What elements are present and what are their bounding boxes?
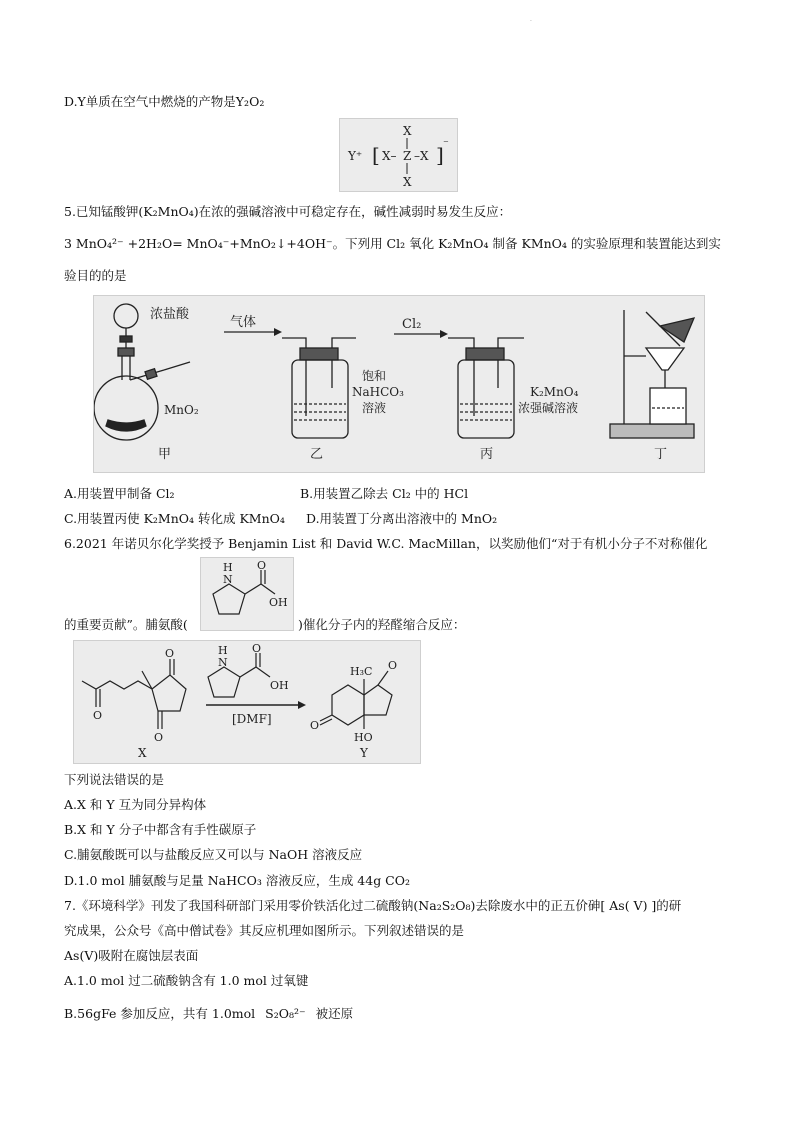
proline-o: O xyxy=(257,559,267,572)
label-y: Y xyxy=(360,746,368,760)
q5-option-a: A.用装置甲制备 Cl₂ xyxy=(64,486,175,501)
q4-structure-figure xyxy=(339,118,458,192)
q6-option-c: C.脯氨酸既可以与盐酸反应又可以与 NaOH 溶液反应 xyxy=(64,847,363,862)
q5-apparatus-figure xyxy=(93,295,705,473)
molecule-y xyxy=(320,671,392,729)
q5-stem-line2: 3 MnO₄²⁻ +2H₂O= MnO₄⁻+MnO₂↓+4OH⁻。下列用 Cl₂ 氧化 K₂MnO₄ 制备 KMnO₄ 的实验原理和装置能达到实 xyxy=(64,236,721,251)
arrow-cl2-head xyxy=(440,330,448,338)
arrow-gas-head xyxy=(274,328,282,336)
cat-o: O xyxy=(252,642,262,655)
q6-option-b: B.X 和 Y 分子中都含有手性碳原子 xyxy=(64,822,257,837)
q6-stem-line1: 6.2021 年诺贝尔化学奖授予 Benjamin List 和 David W.C. MacMillan，以奖励他们“对于有机小分子不对称催化 xyxy=(64,536,708,551)
page-mark: · xyxy=(530,18,532,25)
structure-cation: Y⁺ xyxy=(348,149,363,163)
cat-n: N xyxy=(218,656,228,669)
cat-oh: OH xyxy=(270,679,289,692)
structure-center: Z xyxy=(403,149,412,163)
q4-option-d: D.Y单质在空气中燃烧的产物是Y₂O₂ xyxy=(64,94,265,109)
q6-option-d: D.1.0 mol 脯氨酸与足量 NaHCO₃ 溶液反应，生成 44g CO₂ xyxy=(64,873,410,888)
q6-stem-line2a: 的重要贡献”。脯氨酸( xyxy=(64,617,188,632)
x-o-left: O xyxy=(93,709,103,722)
q7-option-b xyxy=(64,1006,353,1022)
q5-stem-line1: 5.已知锰酸钾(K₂MnO₄)在浓的强碱溶液中可稳定存在，碱性减弱时易发生反应： xyxy=(64,204,512,219)
q5-option-b: B.用装置乙除去 Cl₂ 中的 HCl xyxy=(300,486,469,501)
y-o-top: O xyxy=(388,659,398,672)
q7-option-b-ion: S₂O₈²⁻ xyxy=(265,1006,306,1021)
left-bracket: [ xyxy=(372,143,380,167)
apparatus-ding xyxy=(610,310,694,438)
q5-stem-line3: 验目的的是 xyxy=(64,268,127,283)
x-o-top: O xyxy=(165,647,175,660)
label-sat-1: 饱和 xyxy=(362,369,387,383)
label-jia: 甲 xyxy=(158,447,172,462)
q6-option-a: A.X 和 Y 互为同分异构体 xyxy=(64,797,207,812)
q6-prompt: 下列说法错误的是 xyxy=(64,772,165,787)
apparatus-yi xyxy=(282,338,356,438)
structure-charge: ⁻ xyxy=(443,137,449,150)
right-bracket: ] xyxy=(436,143,444,167)
q7-stem-line2: 究成果，公众号《高中僧试卷》其反应机理如图所示。下列叙述错误的是 xyxy=(64,923,465,938)
label-solvent: [DMF] xyxy=(232,712,272,726)
structure-top: X xyxy=(403,124,412,138)
structure-left: X– xyxy=(382,149,397,163)
label-x: X xyxy=(138,746,147,760)
structure-right: –X xyxy=(414,149,429,163)
label-ding: 丁 xyxy=(654,447,668,462)
label-bing: 丙 xyxy=(480,447,494,462)
label-sat-2: NaHCO₃ xyxy=(352,385,404,399)
apparatus-bing xyxy=(448,338,524,438)
label-gas: 气体 xyxy=(230,315,257,330)
y-o-left: O xyxy=(310,719,320,732)
q7-option-b-pre: B.56gFe 参加反应，共有 1.0mol xyxy=(64,1006,256,1021)
structure-bottom: X xyxy=(403,175,412,189)
label-sat-3: 溶液 xyxy=(362,401,387,415)
proline-structure-figure xyxy=(200,557,294,631)
q6-reaction-figure xyxy=(73,640,421,764)
label-alkali: 浓强碱溶液 xyxy=(518,401,579,415)
reaction-arrow-head xyxy=(298,701,306,709)
apparatus-jia xyxy=(94,304,190,440)
label-mno2: MnO₂ xyxy=(164,403,199,417)
q7-stem-line3: As(V)吸附在腐蚀层表面 xyxy=(64,948,199,963)
q6-stem-line2b: )催化分子内的羟醛缩合反应： xyxy=(298,617,466,632)
cat-h: H xyxy=(218,644,228,657)
q7-stem-line1: 7.《环境科学》刊发了我国科研部门采用零价铁活化过二硫酸钠(Na₂S₂O₈)去除废水中的正五价砷[ As( V) ]的研 xyxy=(64,898,682,913)
label-k2mno4: K₂MnO₄ xyxy=(530,385,579,399)
y-h3c: H₃C xyxy=(350,665,373,678)
label-cl2: Cl₂ xyxy=(402,317,422,332)
proline-oh: OH xyxy=(269,596,288,609)
label-yi: 乙 xyxy=(310,447,324,462)
q7-option-b-post: 被还原 xyxy=(315,1006,354,1021)
proline-n: N xyxy=(223,573,233,586)
q5-option-d: D.用装置丁分离出溶液中的 MnO₂ xyxy=(306,511,498,526)
q5-option-c: C.用装置丙使 K₂MnO₄ 转化成 KMnO₄ xyxy=(64,511,285,526)
q7-option-a: A.1.0 mol 过二硫酸钠含有 1.0 mol 过氧键 xyxy=(64,973,309,988)
label-acid: 浓盐酸 xyxy=(150,307,190,322)
proline-h: H xyxy=(223,561,233,574)
x-o-bottom: O xyxy=(154,731,164,744)
y-ho: HO xyxy=(354,731,373,744)
